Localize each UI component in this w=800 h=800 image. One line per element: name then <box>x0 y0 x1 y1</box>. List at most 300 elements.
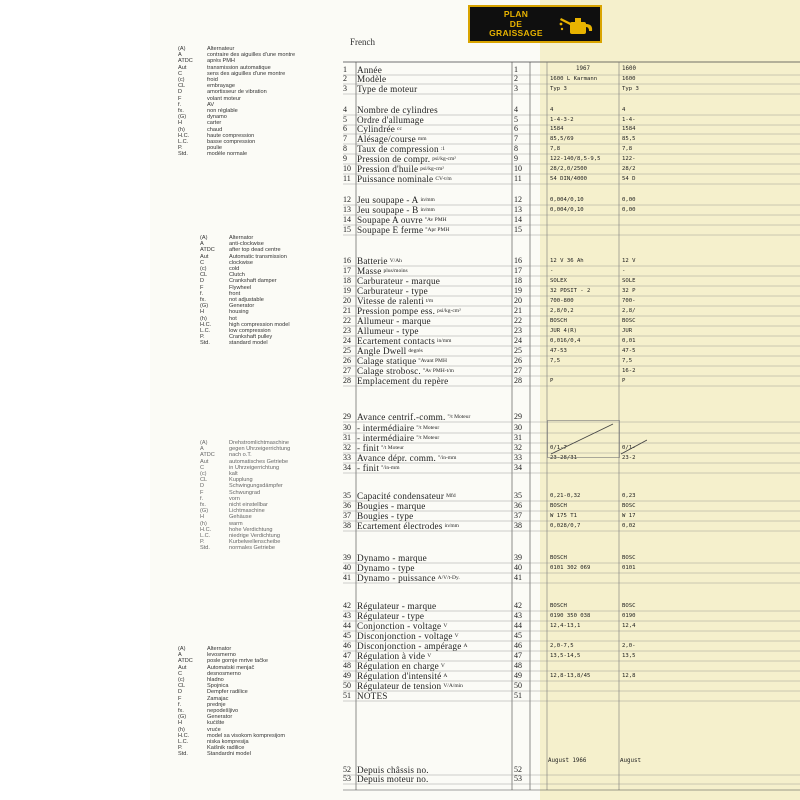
value-column-1: 122-140/8,5-9,5 <box>550 156 601 162</box>
row-unit: °/t Moteur <box>416 425 440 431</box>
row-label-text: Emplacement du repère <box>357 376 449 386</box>
row-number: 22 <box>343 316 351 325</box>
legend-meaning: nicht einstellbar <box>229 502 268 509</box>
legend-abbreviation: L.C. <box>200 328 211 335</box>
row-label-text: Vitesse de ralenti <box>357 296 424 306</box>
value-column-2: BOSC <box>622 603 636 609</box>
row-number: 43 <box>343 611 351 620</box>
row-label-text: Pression d'huile <box>357 164 419 174</box>
legend-abbreviation: H.C. <box>178 732 190 739</box>
row-number-right: 10 <box>514 164 522 173</box>
row-number: 29 <box>343 412 351 421</box>
legend-abbreviation: Aut <box>178 64 187 71</box>
legend-entry <box>200 340 290 346</box>
legend-abbreviation: F <box>200 284 204 291</box>
legend-abbreviation: (G) <box>200 508 209 515</box>
row-number: 3 <box>343 84 347 93</box>
legend-meaning: Schwungrad <box>229 489 261 496</box>
row-label <box>357 216 447 224</box>
row-number-right: 40 <box>514 563 522 572</box>
value-column-2: 28/2 <box>622 166 636 172</box>
legend-english <box>200 235 290 347</box>
legend-meaning: front <box>229 290 241 297</box>
language-label: French <box>350 37 375 47</box>
row-label-text: Allumeur - type <box>357 326 419 336</box>
legend-meaning: prednje <box>207 701 226 708</box>
row-label <box>357 75 386 83</box>
row-unit: degrés <box>408 348 423 354</box>
legend-meaning: automatisches Getriebe <box>229 458 289 465</box>
row-number-right: 41 <box>514 573 522 582</box>
legend-abbreviation: (A) <box>178 646 186 652</box>
row-label-text: Capacité condensateur <box>357 491 445 501</box>
legend-serbian <box>178 646 285 758</box>
legend-abbreviation: D <box>178 689 183 696</box>
legend-meaning: carter <box>207 120 222 127</box>
row-label-text: Batterie <box>357 256 388 266</box>
legend-abbreviation: (h) <box>178 126 185 133</box>
legend-meaning: Alternator <box>207 646 232 652</box>
row-label-text: Puissance nominale <box>357 174 434 184</box>
row-label <box>357 564 415 572</box>
value-column-1: BOSCH <box>550 555 567 561</box>
legend-meaning: froid <box>207 77 218 84</box>
row-label-text: Bougies - type <box>357 511 414 521</box>
logo-line-3: GRAISSAGE <box>489 28 543 38</box>
row-number-right: 25 <box>514 346 522 355</box>
legend-abbreviation: P. <box>178 745 183 752</box>
row-label <box>357 602 436 610</box>
row-label-text: Angle Dwell <box>357 346 407 356</box>
column-1-footer: August 1966 <box>548 758 587 764</box>
value-column-1: P <box>550 378 554 384</box>
row-label <box>357 632 459 640</box>
row-label-text: Calage statique <box>357 356 417 366</box>
row-number: 48 <box>343 661 351 670</box>
legend-abbreviation: P. <box>178 145 183 152</box>
legend-abbreviation: (h) <box>200 315 207 322</box>
value-column-2: BOSC <box>622 318 636 324</box>
legend-meaning: hot <box>229 315 237 322</box>
legend-abbreviation: A <box>200 446 204 453</box>
legend-meaning: clockwise <box>229 259 253 266</box>
column-2-header: 1600 <box>622 66 636 72</box>
row-label <box>357 424 439 432</box>
legend-meaning: Generator <box>229 303 255 310</box>
value-column-1: 28/2,0/2500 <box>550 166 588 172</box>
legend-abbreviation: H <box>200 309 205 316</box>
legend-meaning: nepodešljivo <box>207 708 239 715</box>
row-label <box>357 206 435 214</box>
legend-abbreviation: (h) <box>200 520 207 527</box>
legend-abbreviation: fx. <box>200 297 206 304</box>
row-number: 21 <box>343 306 351 315</box>
row-label-text: Régulateur de tension <box>357 681 442 691</box>
legend-meaning: Flywheel <box>229 284 252 291</box>
row-unit: psi/kg-cm² <box>437 308 461 314</box>
value-column-1: 2,8/0,2 <box>550 308 574 314</box>
legend-meaning: Kaišnik radilice <box>207 745 245 752</box>
row-number-right: 23 <box>514 326 522 335</box>
value-column-2: Typ 3 <box>622 86 639 92</box>
row-number: 17 <box>343 266 351 275</box>
value-column-1: BOSCH <box>550 503 567 509</box>
row-unit: °/in-mm <box>437 455 457 461</box>
row-number: 13 <box>343 205 351 214</box>
row-number: 40 <box>343 563 351 572</box>
legend-meaning: vorn <box>229 495 240 502</box>
legend-abbreviation: fx. <box>178 708 184 715</box>
row-number-right: 35 <box>514 491 522 500</box>
row-unit: t/m <box>425 298 434 304</box>
value-column-2: 12,4 <box>622 623 636 629</box>
row-label <box>357 297 433 305</box>
row-label <box>357 85 417 93</box>
legend-meaning: transmission automatique <box>207 64 271 71</box>
value-column-2: 13,5 <box>622 653 636 659</box>
row-label-text: Type de moteur <box>357 84 418 94</box>
row-number-right: 16 <box>514 256 522 265</box>
legend-abbreviation: (h) <box>178 726 185 733</box>
row-label <box>357 347 423 355</box>
advance-curve-graph <box>547 420 647 458</box>
row-number: 2 <box>343 74 347 83</box>
legend-meaning: standard model <box>229 340 268 347</box>
row-label-text: Pression de compr. <box>357 154 431 164</box>
column-2-footer: August <box>620 758 641 764</box>
value-column-1: 12,8-13,8/45 <box>550 673 591 679</box>
row-number: 49 <box>343 671 351 680</box>
value-column-1: SOLEX <box>550 278 567 284</box>
row-number: 25 <box>343 346 351 355</box>
row-number-right: 13 <box>514 205 522 214</box>
row-number: 16 <box>343 256 351 265</box>
value-column-1: 0,004/0,10 <box>550 197 584 203</box>
row-number: 37 <box>343 511 351 520</box>
value-column-2: 0101 <box>622 565 636 571</box>
row-number-right: 20 <box>514 296 522 305</box>
row-number-right: 14 <box>514 215 522 224</box>
row-number-right: 53 <box>514 774 522 783</box>
row-number: 39 <box>343 553 351 562</box>
value-column-2: SOLE <box>622 278 636 284</box>
legend-abbreviation: (c) <box>178 677 185 684</box>
row-label-text: Bougies - marque <box>357 501 426 511</box>
row-label-text: Depuis châssis no. <box>357 765 429 775</box>
row-label <box>357 145 445 153</box>
row-unit: in/mm <box>437 338 452 344</box>
row-unit: °Apr PMH <box>425 227 450 233</box>
row-number: 30 <box>343 423 351 432</box>
legend-meaning: Generator <box>207 714 233 721</box>
legend-abbreviation: A <box>178 52 182 59</box>
row-label <box>357 307 461 315</box>
row-label-text: Régulation à vide <box>357 651 426 661</box>
value-column-1: 1600 L Karmann <box>550 76 598 82</box>
row-label-text: Masse <box>357 266 382 276</box>
legend-meaning: Drehstromlichtmaschine <box>229 440 289 446</box>
row-label-text: Année <box>357 65 382 75</box>
row-unit: °Av PMH <box>424 217 447 223</box>
row-number: 9 <box>343 154 347 163</box>
legend-meaning: nach o.T. <box>229 452 252 459</box>
row-unit: A <box>443 673 448 679</box>
row-label <box>357 554 427 562</box>
legend-abbreviation: (A) <box>200 235 208 241</box>
legend-meaning: basse compression <box>207 139 256 146</box>
value-column-2: BOSC <box>622 555 636 561</box>
legend-abbreviation: Aut <box>178 664 187 671</box>
row-label <box>357 125 402 133</box>
legend-meaning: volant moteur <box>207 95 241 102</box>
row-label <box>357 267 408 275</box>
legend-meaning: normales Getriebe <box>229 545 276 552</box>
plan-de-graissage-logo <box>468 5 602 43</box>
row-number-right: 24 <box>514 336 522 345</box>
value-column-1: 0101 302 069 <box>550 565 591 571</box>
row-label <box>357 257 402 265</box>
legend-abbreviation: L.C. <box>178 139 189 146</box>
value-column-1: - <box>550 268 554 274</box>
row-number-right: 52 <box>514 765 522 774</box>
value-column-2: BOSC <box>622 503 636 509</box>
row-label <box>357 106 438 114</box>
legend-meaning: haute compression <box>207 132 255 139</box>
row-label <box>357 116 424 124</box>
row-label-text: Régulation en charge <box>357 661 439 671</box>
row-unit: cc <box>397 126 402 132</box>
value-column-2: 47-5 <box>622 348 636 354</box>
row-label <box>357 317 431 325</box>
row-label-text: Nombre de cylindres <box>357 105 438 115</box>
legend-meaning: chaud <box>207 126 223 133</box>
row-number-right: 26 <box>514 356 522 365</box>
legend-meaning: after top dead centre <box>229 247 281 254</box>
row-label-text: Disconjonction - voltage <box>357 631 453 641</box>
legend-meaning: contraire des aiguilles d'une montre <box>207 52 296 59</box>
legend-abbreviation: P. <box>200 539 205 546</box>
legend-french <box>178 46 295 158</box>
row-label-text: Carburateur - type <box>357 286 428 296</box>
value-column-1: 47-53 <box>550 348 567 354</box>
row-number-right: 33 <box>514 453 522 462</box>
row-number: 46 <box>343 641 351 650</box>
row-label-text: Ordre d'allumage <box>357 115 424 125</box>
value-column-1: 2,0-7,5 <box>550 643 574 649</box>
value-column-2: 12 V <box>622 258 636 264</box>
value-column-2: 1600 <box>622 76 636 82</box>
legend-abbreviation: L.C. <box>200 533 211 540</box>
row-number: 1 <box>343 65 347 74</box>
row-label <box>357 492 456 500</box>
legend-abbreviation: Std. <box>200 340 210 347</box>
row-unit: °/in-mm <box>381 465 400 471</box>
legend-abbreviation: f. <box>178 101 182 108</box>
legend-abbreviation: H <box>200 514 205 521</box>
row-label <box>357 337 451 345</box>
row-unit: in/mm <box>444 523 459 529</box>
row-label <box>357 367 454 375</box>
legend-meaning: desnosmerno <box>207 670 241 677</box>
row-label-text: Carburateur - marque <box>357 276 441 286</box>
value-column-2: 0/1- <box>622 445 636 451</box>
legend-meaning: kućište <box>207 720 225 727</box>
legend-abbreviation: CL <box>178 83 186 90</box>
row-label <box>357 66 382 74</box>
row-number-right: 11 <box>514 174 522 183</box>
legend-meaning: Automatic transmission <box>229 253 287 260</box>
row-label-text: Pression pompe ess. <box>357 306 436 316</box>
row-label-text: Dynamo - marque <box>357 553 427 563</box>
legend-meaning: Gehäuse <box>229 514 252 521</box>
legend-abbreviation: f. <box>178 701 182 708</box>
row-number-right: 6 <box>514 124 518 133</box>
row-number-right: 36 <box>514 501 522 510</box>
row-label-text: Régulation d'intensité <box>357 671 442 681</box>
row-unit: °Avant PMH <box>418 358 447 364</box>
row-number: 53 <box>343 774 351 783</box>
legend-abbreviation: Std. <box>200 545 210 552</box>
row-number-right: 34 <box>514 463 522 472</box>
row-number-right: 15 <box>514 225 522 234</box>
row-number: 5 <box>343 115 347 124</box>
row-number: 19 <box>343 286 351 295</box>
row-number-right: 37 <box>514 511 522 520</box>
value-column-1: BOSCH <box>550 603 567 609</box>
row-label <box>357 226 449 234</box>
value-column-2: 1584 <box>622 126 636 132</box>
legend-meaning: non réglable <box>207 108 238 115</box>
legend-meaning: modèle normale <box>207 151 248 158</box>
row-number: 32 <box>343 443 351 452</box>
row-label <box>357 502 426 510</box>
row-number: 31 <box>343 433 351 442</box>
row-label-text: Modèle <box>357 74 387 84</box>
value-column-2: 23-2 <box>622 455 636 461</box>
row-number-right: 45 <box>514 631 522 640</box>
legend-abbreviation: (c) <box>178 77 185 84</box>
row-number-right: 27 <box>514 366 522 375</box>
row-number: 4 <box>343 105 347 114</box>
legend-abbreviation: (A) <box>178 46 186 52</box>
row-number: 34 <box>343 463 351 472</box>
row-label <box>357 377 448 385</box>
value-column-2: 0,00 <box>622 197 636 203</box>
row-number: 52 <box>343 765 351 774</box>
row-number-right: 3 <box>514 84 518 93</box>
value-column-1: 12 V 36 Ah <box>550 258 584 264</box>
legend-abbreviation: CL <box>200 477 208 484</box>
legend-meaning: cold <box>229 266 240 273</box>
row-number: 11 <box>343 174 351 183</box>
row-unit: psi/kg-cm² <box>432 156 456 162</box>
row-number-right: 39 <box>514 553 522 562</box>
row-number-right: 44 <box>514 621 522 630</box>
value-column-1: BOSCH <box>550 318 567 324</box>
legend-abbreviation: ATDC <box>178 58 193 65</box>
legend-abbreviation: L.C. <box>178 739 189 746</box>
legend-abbreviation: H <box>178 120 183 127</box>
legend-meaning: Kurbelwellenscheibe <box>229 539 281 546</box>
legend-abbreviation: CL <box>178 683 186 690</box>
legend-meaning: kalt <box>229 471 238 478</box>
row-number-right: 21 <box>514 306 522 315</box>
row-unit: V <box>427 653 432 659</box>
column-1-header: 1967 <box>576 66 590 72</box>
row-number: 36 <box>343 501 351 510</box>
row-number-right: 38 <box>514 521 522 530</box>
row-label <box>357 522 459 530</box>
value-column-1: 1-4-3-2 <box>550 117 574 123</box>
legend-meaning: poulie <box>207 145 222 152</box>
row-label-text: Ecartement contacts <box>357 336 436 346</box>
legend-abbreviation: (G) <box>178 114 187 121</box>
row-label <box>357 413 470 421</box>
legend-abbreviation: (G) <box>178 714 187 721</box>
legend-meaning: Alternator <box>229 235 254 241</box>
value-column-1: 7,5 <box>550 358 561 364</box>
value-column-1: 0,004/0,10 <box>550 207 584 213</box>
legend-abbreviation: f. <box>200 495 204 502</box>
row-number-right: 49 <box>514 671 522 680</box>
value-column-2: - <box>622 268 626 274</box>
legend-abbreviation: H <box>178 720 183 727</box>
logo-line-1: PLAN <box>503 9 529 19</box>
value-column-2: 700- <box>622 298 636 304</box>
legend-meaning: hohe Verdichtung <box>229 526 273 533</box>
legend-abbreviation: D <box>200 278 205 285</box>
legend-meaning: Automatski menjač <box>207 664 255 671</box>
legend-meaning: Kupplung <box>229 477 253 484</box>
row-label <box>357 464 399 472</box>
row-number: 51 <box>343 691 351 700</box>
row-number-right: 12 <box>514 195 522 204</box>
row-label-text: Avance centrif.-comm. <box>357 412 446 422</box>
legend-abbreviation: D <box>178 89 183 96</box>
legend-german <box>200 440 290 552</box>
legend-abbreviation: D <box>200 483 205 490</box>
value-column-2: 32 P <box>622 288 636 294</box>
row-unit: V/Ah <box>389 258 402 264</box>
row-label <box>357 196 435 204</box>
legend-abbreviation: H.C. <box>200 321 212 328</box>
legend-abbreviation: (G) <box>200 303 209 310</box>
value-column-1: 7,8 <box>550 146 561 152</box>
row-label-text: Avance dépr. comm. <box>357 453 436 463</box>
row-unit: Mfd <box>446 493 456 499</box>
legend-meaning: Clutch <box>229 272 245 279</box>
row-label-text: Soupape A ouvre <box>357 215 423 225</box>
row-number: 18 <box>343 276 351 285</box>
row-number: 15 <box>343 225 351 234</box>
row-unit: in/mm <box>420 197 435 203</box>
value-column-2: 1-4- <box>622 117 636 123</box>
legend-abbreviation: Std. <box>178 151 188 158</box>
logo-line-2: DE <box>509 18 523 29</box>
row-unit: V/A/min <box>443 683 463 689</box>
legend-entry <box>178 151 295 157</box>
row-number-right: 2 <box>514 74 518 83</box>
legend-meaning: sens des aiguilles d'une montre <box>207 70 286 77</box>
value-column-1: 85,5/69 <box>550 136 574 142</box>
row-number: 47 <box>343 651 351 660</box>
row-number-right: 48 <box>514 661 522 670</box>
row-unit: °Av PMH-t/m <box>422 368 454 374</box>
row-label <box>357 175 452 183</box>
value-column-1: 0/1-7 <box>550 445 567 451</box>
row-label <box>357 775 429 783</box>
legend-meaning: niska kompresija <box>207 739 249 746</box>
